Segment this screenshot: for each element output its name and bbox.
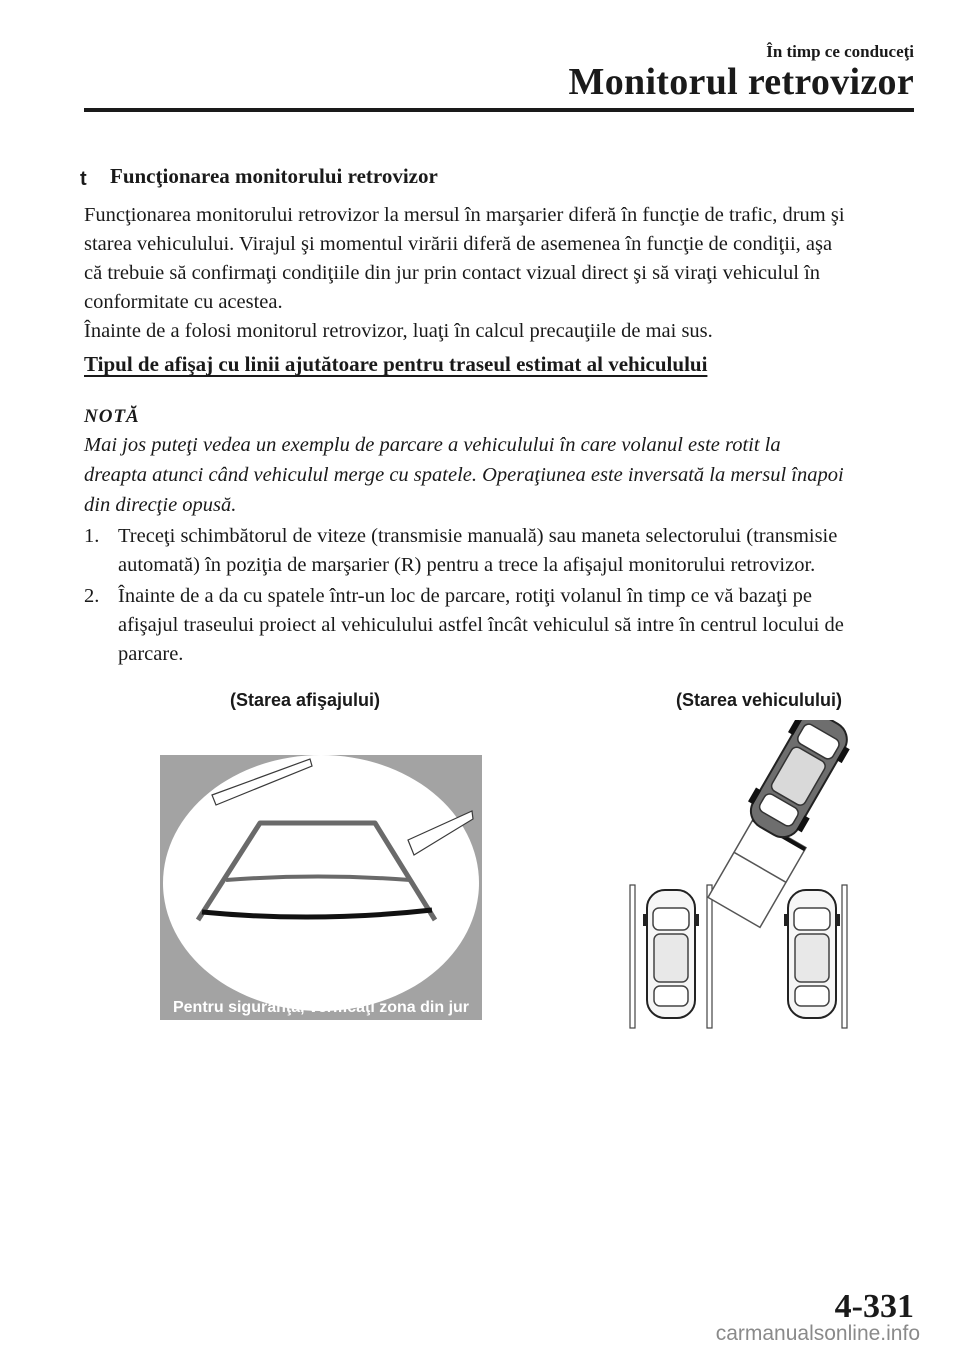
step-1	[84, 522, 914, 580]
monitor-display-illustration	[160, 755, 482, 1020]
running-section-label: În timp ce conduceţi	[766, 42, 914, 61]
header-rule	[84, 108, 914, 112]
display-state-label: (Starea afişajului)	[230, 690, 381, 710]
camera-view-area	[163, 755, 479, 1011]
section-bullet-glyph: t	[80, 168, 87, 190]
step-number: 1.	[84, 525, 100, 547]
step-line: Treceţi schimbătorul de viteze (transmisie manuală) sau maneta selectorului (transmisie	[118, 525, 838, 547]
parked-car-right	[784, 890, 840, 1018]
step-number: 2.	[84, 585, 100, 607]
paragraph-line: starea vehiculului. Virajul şi momentul virării diferă de asemenea în funcţie de condiţii, aşa	[84, 233, 833, 255]
step-line: automată) în poziţia de marşarier (R) pentru a trece la afişajul monitorului retrovizor.	[118, 554, 816, 576]
note-title: NOTĂ	[84, 406, 140, 427]
chapter-title: Monitorul retrovizor	[568, 61, 914, 103]
vehicle-state-label: (Starea vehiculului)	[676, 690, 843, 710]
parking-line	[842, 885, 847, 1028]
note-body	[84, 430, 924, 520]
parking-line	[630, 885, 635, 1028]
subheading: Tipul de afişaj cu linii ajutătoare pentru traseul estimat al vehiculului	[84, 352, 708, 376]
step-line: parcare.	[118, 643, 184, 665]
step-line: afişajul traseului proiect al vehiculului astfel încât vehiculul să intre în centrul locului de	[118, 614, 844, 636]
paragraph-line: conformitate cu acestea.	[84, 291, 283, 313]
vehicle-state-illustration	[620, 720, 860, 1030]
paragraph-line: Funcţionarea monitorului retrovizor la mersul în marşarier diferă în funcţie de trafic, drum şi	[84, 204, 845, 226]
paragraph-line: că trebuie să confirmaţi condiţiile din jur prin contact vizual direct şi să viraţi vehiculul în	[84, 262, 821, 284]
note-line: din direcţie opusă.	[84, 494, 237, 516]
page-number: 4-331	[834, 1288, 914, 1325]
note-line: dreapta atunci când vehiculul merge cu spatele. Operaţiunea este inversată la mersul înapoi	[84, 464, 844, 486]
note-line: Mai jos puteţi vedea un exemplu de parcare a vehiculului în care volanul este rotit la	[84, 434, 781, 456]
step-line: Înainte de a da cu spatele într-un loc de parcare, rotiţi volanul în timp ce vă bazaţi pe	[118, 585, 813, 607]
parking-line	[707, 885, 712, 1028]
watermark: carmanualsonline.info	[715, 1322, 920, 1345]
paragraph-line: Înainte de a folosi monitorul retrovizor, luaţi în calcul precauţiile de mai sus.	[84, 320, 713, 342]
step-2	[84, 582, 914, 669]
body-paragraph	[84, 201, 924, 346]
screen-warning-message: Pentru siguranţă, verificaţi zona din jur	[172, 999, 470, 1016]
parked-car-left	[643, 890, 699, 1018]
section-heading: Funcţionarea monitorului retrovizor	[110, 164, 438, 188]
